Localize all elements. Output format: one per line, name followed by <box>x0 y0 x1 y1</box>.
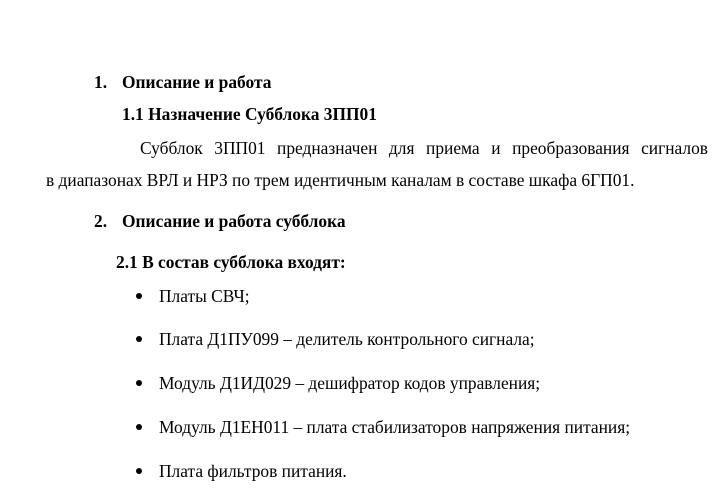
paragraph-line-2: в диапазонах ВРЛ и НРЗ по трем идентичным каналам в составе шкафа 6ГП01. <box>46 170 635 190</box>
bullet-icon <box>136 424 142 430</box>
list-item <box>136 286 250 306</box>
section-1-title: Описание и работа <box>122 72 272 92</box>
list-item-text: Плата фильтров питания. <box>159 461 347 481</box>
list-item <box>136 417 630 437</box>
list-item-text: Модуль Д1ИД029 – дешифратор кодов управления; <box>159 373 541 393</box>
list-item <box>136 373 540 393</box>
bullet-icon <box>136 336 142 342</box>
section-2-number: 2. <box>94 211 108 231</box>
section-2-1-heading: 2.1 В состав субблока входят: <box>116 252 346 272</box>
section-1-1-title: Назначение Субблока 3ПП01 <box>148 104 377 124</box>
section-2-heading <box>94 211 346 231</box>
list-item <box>136 329 535 349</box>
bullet-icon <box>136 468 142 474</box>
section-1-1-number: 1.1 <box>122 104 144 124</box>
list-item <box>136 461 347 481</box>
section-1-number: 1. <box>94 72 108 92</box>
bullet-icon <box>136 293 142 299</box>
list-item-text: Платы СВЧ; <box>159 286 250 306</box>
list-item-text: Модуль Д1ЕН011 – плата стабилизаторов напряжения питания; <box>159 417 631 437</box>
bullet-icon <box>136 380 142 386</box>
paragraph-line-1: Субблок 3ПП01 предназначен для приема и преобразования сигналов <box>140 138 708 158</box>
section-1-heading <box>94 72 271 92</box>
section-2-title: Описание и работа субблока <box>122 211 346 231</box>
section-1-1-heading <box>122 104 377 124</box>
list-item-text: Плата Д1ПУ099 – делитель контрольного сигнала; <box>159 329 535 349</box>
